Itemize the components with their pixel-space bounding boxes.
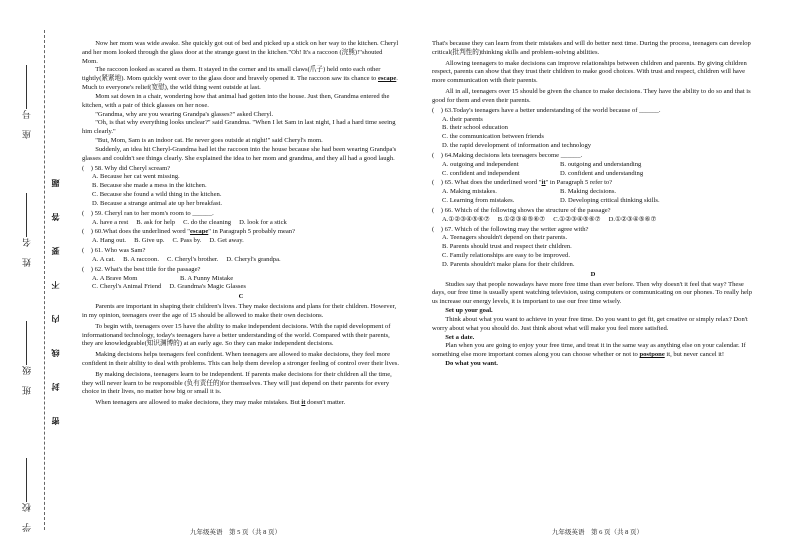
passage-b-para-2: The raccoon looked as scared as them. It stayed in the corner and its small claws(爪子) held onto each other tightly(紧紧地). Mom quickly went over to the glass door and bravely opened it. The raccoon saw its chance to escape. Much to everyone's relief(宽慰), the wild thing went outside at last. [82, 66, 398, 92]
q67-option-b: B. Parents should trust and respect their children. [442, 243, 572, 251]
seal-warning: 密 封 线 内 不 要 答 题 [51, 170, 60, 425]
q60-option-a: A. Hang out. [92, 237, 127, 245]
q62-option-a: A. A Brave Mom [92, 274, 138, 282]
q62-options-row-2 [82, 283, 400, 292]
q65-option-b: B. Making decisions. [560, 188, 617, 196]
q62-options-row-1 [82, 275, 400, 284]
q66-option-b: B.①②③④⑤⑥⑦ [497, 215, 546, 223]
left-column [82, 40, 400, 408]
q60-underlined-word: escape [189, 228, 209, 236]
q60-options [82, 237, 400, 246]
section-c-heading: C [238, 293, 244, 301]
question-60: ( ) 60.What does the underlined word "escape" in Paragraph 5 probably mean? [82, 228, 296, 236]
q59-option-d: D. look for a stick [239, 218, 287, 226]
passage-b-para-4: "Grandma, why are you wearing Grandpa's glasses?" asked Cheryl. [95, 110, 274, 118]
question-58: ( ) 58. Why did Cheryl scream? [82, 164, 171, 172]
q58-option-c: C. Because she found a wild thing in the kitchen. [92, 191, 222, 199]
question-59: ( ) 59. Cheryl ran to her mom's room to ______. [82, 209, 214, 217]
school-label: 学 校 [22, 502, 32, 532]
passage-c-para-5: When teenagers are allowed to make decisions, they may make mistakes. But it doesn't matter. [95, 399, 346, 407]
passage-b-para-1: Now her mom was wide awake. She quickly got out of bed and picked up a stick on her way to the kitchen. Cheryl and her mom looked through the glass door at the strange guest in the kitchen."Oh! It's a raccoon (浣熊)!"shouted Mom. [82, 40, 399, 65]
q59-option-b: B. ask for help [136, 218, 176, 226]
q64-options-row-1 [432, 161, 754, 170]
q65-option-a: A. Making mistakes. [442, 188, 497, 196]
q65-option-d: D. Developing critical thinking skills. [560, 197, 660, 205]
class-field [20, 318, 33, 395]
section-d-heading: D [590, 270, 596, 278]
question-66: ( ) 66. Which of the following shows the structure of the passage? [432, 206, 611, 214]
q61-option-d: D. Cheryl's grandpa. [226, 255, 281, 263]
q59-option-a: A. have a rest [92, 218, 129, 226]
q61-option-a: A. A cat. [92, 255, 116, 263]
underlined-word-postpone: postpone [639, 351, 665, 359]
passage-d-heading-2: Set a date. [445, 333, 475, 341]
passage-c-para-6: Allowing teenagers to make decisions can improve relationships between children and parents. By giving children respect, parents can show that they trust their children to make good choices. With trust and respect, children will have more communication with their parents. [432, 59, 747, 85]
q61-options [82, 256, 400, 265]
passage-c-para-2: To begin with, teenagers over 15 have the ability to make independent decisions. With the rapid development of informationand technology, today's teenagers have a better understanding of the world. Compared with their parents, they are knowledgeable(知识渊博的) at an early age. So they can make independent decisions. [82, 322, 391, 348]
q66-option-a: A.①②③④⑤⑥⑦ [442, 215, 490, 223]
passage-d-heading-1: Set up your goal. [445, 307, 493, 315]
q67-option-a: A. Teenagers shouldn't depend on their parents. [442, 234, 568, 242]
seat-number-field [20, 62, 33, 139]
question-61: ( ) 61. Who was Sam? [82, 247, 146, 255]
seat-number-label: 座 号 [22, 109, 32, 139]
passage-d-para-3: Plan when you are going to enjoy your free time, and treat it in the same way as anything else on your calendar. If something else more important comes along you can choose whether or not to postpone it, but never cancel it! [432, 342, 746, 359]
school-field [20, 455, 33, 532]
q61-option-c: C. Cheryl's brother. [166, 255, 219, 263]
passage-b-para-6: "But, Mom, Sam is an indoor cat. He never goes outside at night!" said Cheryl's mom. [95, 137, 323, 145]
q64-option-b: B. outgoing and understanding [560, 160, 642, 168]
class-label: 班 级 [22, 365, 32, 395]
q59-option-c: C. do the cleaning [183, 218, 232, 226]
q60-option-c: C. Pass by. [172, 237, 202, 245]
q63-option-d: D. the rapid development of information and technology [442, 142, 592, 150]
q63-option-b: B. their school education [442, 124, 508, 132]
question-65: ( ) 65. What does the underlined word "it" in Paragraph 5 refer to? [432, 179, 613, 187]
q60-option-b: B. Give up. [134, 237, 165, 245]
q63-option-a: A. their parents [442, 115, 483, 123]
passage-d-para-1: Studies say that people nowadays have more free time than ever before. Then why doesn't it feel that way? These days, our free time is usually spent watching television, using computers or communicating on our phones. To really help us increase our energy levels, it is important to use our free time wisely. [432, 280, 753, 306]
binding-dashed-line [44, 30, 45, 530]
q65-options-row-2 [432, 197, 754, 206]
q64-option-a: A. outgoing and independent [442, 160, 519, 168]
q67-option-d: D. Parents shouldn't make plans for their children. [442, 260, 575, 268]
q65-option-c: C. Learning from mistakes. [442, 197, 515, 205]
underlined-word-escape: escape [377, 75, 397, 83]
question-67: ( ) 67. Which of the following may the writer agree with? [432, 225, 589, 233]
q58-option-b: B. Because she made a mess in the kitchen. [92, 182, 207, 190]
q64-option-c: C. confident and independent [442, 169, 520, 177]
question-64: ( ) 64.Making decisions lets teenagers become ______. [432, 151, 583, 159]
q65-options-row-1 [432, 188, 754, 197]
underlined-word-it: it [301, 399, 306, 407]
passage-d-heading-3: Do what you want. [445, 359, 498, 367]
q66-option-c: C.①②③④⑤⑥⑦ [553, 215, 601, 223]
q58-option-a: A. Because her cat went missing. [92, 173, 180, 181]
q61-option-b: B. A raccoon. [123, 255, 159, 263]
page-footer-left: 九年级英语 第 5 页（共 8 页） [190, 529, 281, 536]
q62-option-d: D. Grandma's Magic Glasses [169, 283, 246, 291]
passage-c-para-5-cont: That's because they can learn from their mistakes and will do better next time. During the process, teenagers can develop critical(批判性的)thinking skills and problem-solving abilities. [432, 40, 751, 56]
name-field [20, 190, 33, 267]
right-column [432, 40, 754, 369]
binding-strip [0, 0, 60, 549]
q66-option-d: D.①②③④⑤⑥⑦ [608, 215, 657, 223]
q59-options [82, 219, 400, 228]
passage-b-para-7: Suddenly, an idea hit Cheryl-Grandma had let the raccoon into the house because she had been wearing Grandpa's glasses and couldn't see things clearly. She explained the idea to her mom and grandma, and they all had a good laugh. [82, 145, 397, 162]
q64-options-row-2 [432, 170, 754, 179]
q62-option-b: B. A Funny Mistake [180, 274, 234, 282]
q58-option-d: D. Because a strange animal ate up her breakfast. [92, 199, 222, 207]
q66-options [432, 216, 754, 225]
passage-b-para-5: "Oh, is that why everything looks unclear?" said Grandma. "When I let Sam in last night, I had a hard time seeing him clearly." [82, 119, 396, 136]
page-footer-right: 九年级英语 第 6 页（共 8 页） [552, 529, 643, 536]
q60-option-d: D. Get away. [209, 237, 244, 245]
passage-c-para-4: By making decisions, teenagers learn to be independent. If parents make decisions for their children all the time, they will never learn to be responsible (负有责任的)for themselves. They will just depend on their parents for every choice in their lives, no matter how big or small it is. [82, 370, 392, 396]
passage-c-para-3: Making decisions helps teenagers feel confident. When teenagers are allowed to make decisions, they feel more confident in their ability to deal with problems. This can help them develop a stronger feeling of control over their lives. [82, 351, 400, 367]
q67-option-c: C. Family relationships are easy to be improved. [442, 252, 571, 260]
q63-option-c: C. the communication between friends [442, 133, 544, 141]
passage-b-para-3: Mom sat down in a chair, wondering how that animal had gotten into the house. Just then, Grandma entered the kitchen, with a pair of thick glasses on her nose. [82, 92, 390, 109]
question-63: ( ) 63.Today's teenagers have a better understanding of the world because of ______. [432, 106, 661, 114]
passage-c-para-7: All in all, teenagers over 15 should be given the chance to make decisions. They have the ability to do so and that is good for them and even their parents. [432, 88, 751, 104]
passage-d-para-2: Think about what you want to achieve in your free time. Do you want to get fit, get creative or simply relax? Don't worry about what you should do. Just think about what will make you feel more satisfied. [432, 315, 748, 332]
question-62: ( ) 62. What's the best title for the passage? [82, 265, 201, 273]
name-label: 姓 名 [22, 237, 32, 267]
q65-underlined-word: it [541, 179, 546, 187]
q64-option-d: D. confident and understanding [560, 169, 644, 177]
q62-option-c: C. Cheryl's Animal Friend [92, 283, 162, 291]
passage-c-para-1: Parents are important in shaping their children's lives. They make decisions and plans for their children. However, in my opinion, teenagers over the age of 15 should be allowed to make their own decisions. [82, 303, 397, 319]
